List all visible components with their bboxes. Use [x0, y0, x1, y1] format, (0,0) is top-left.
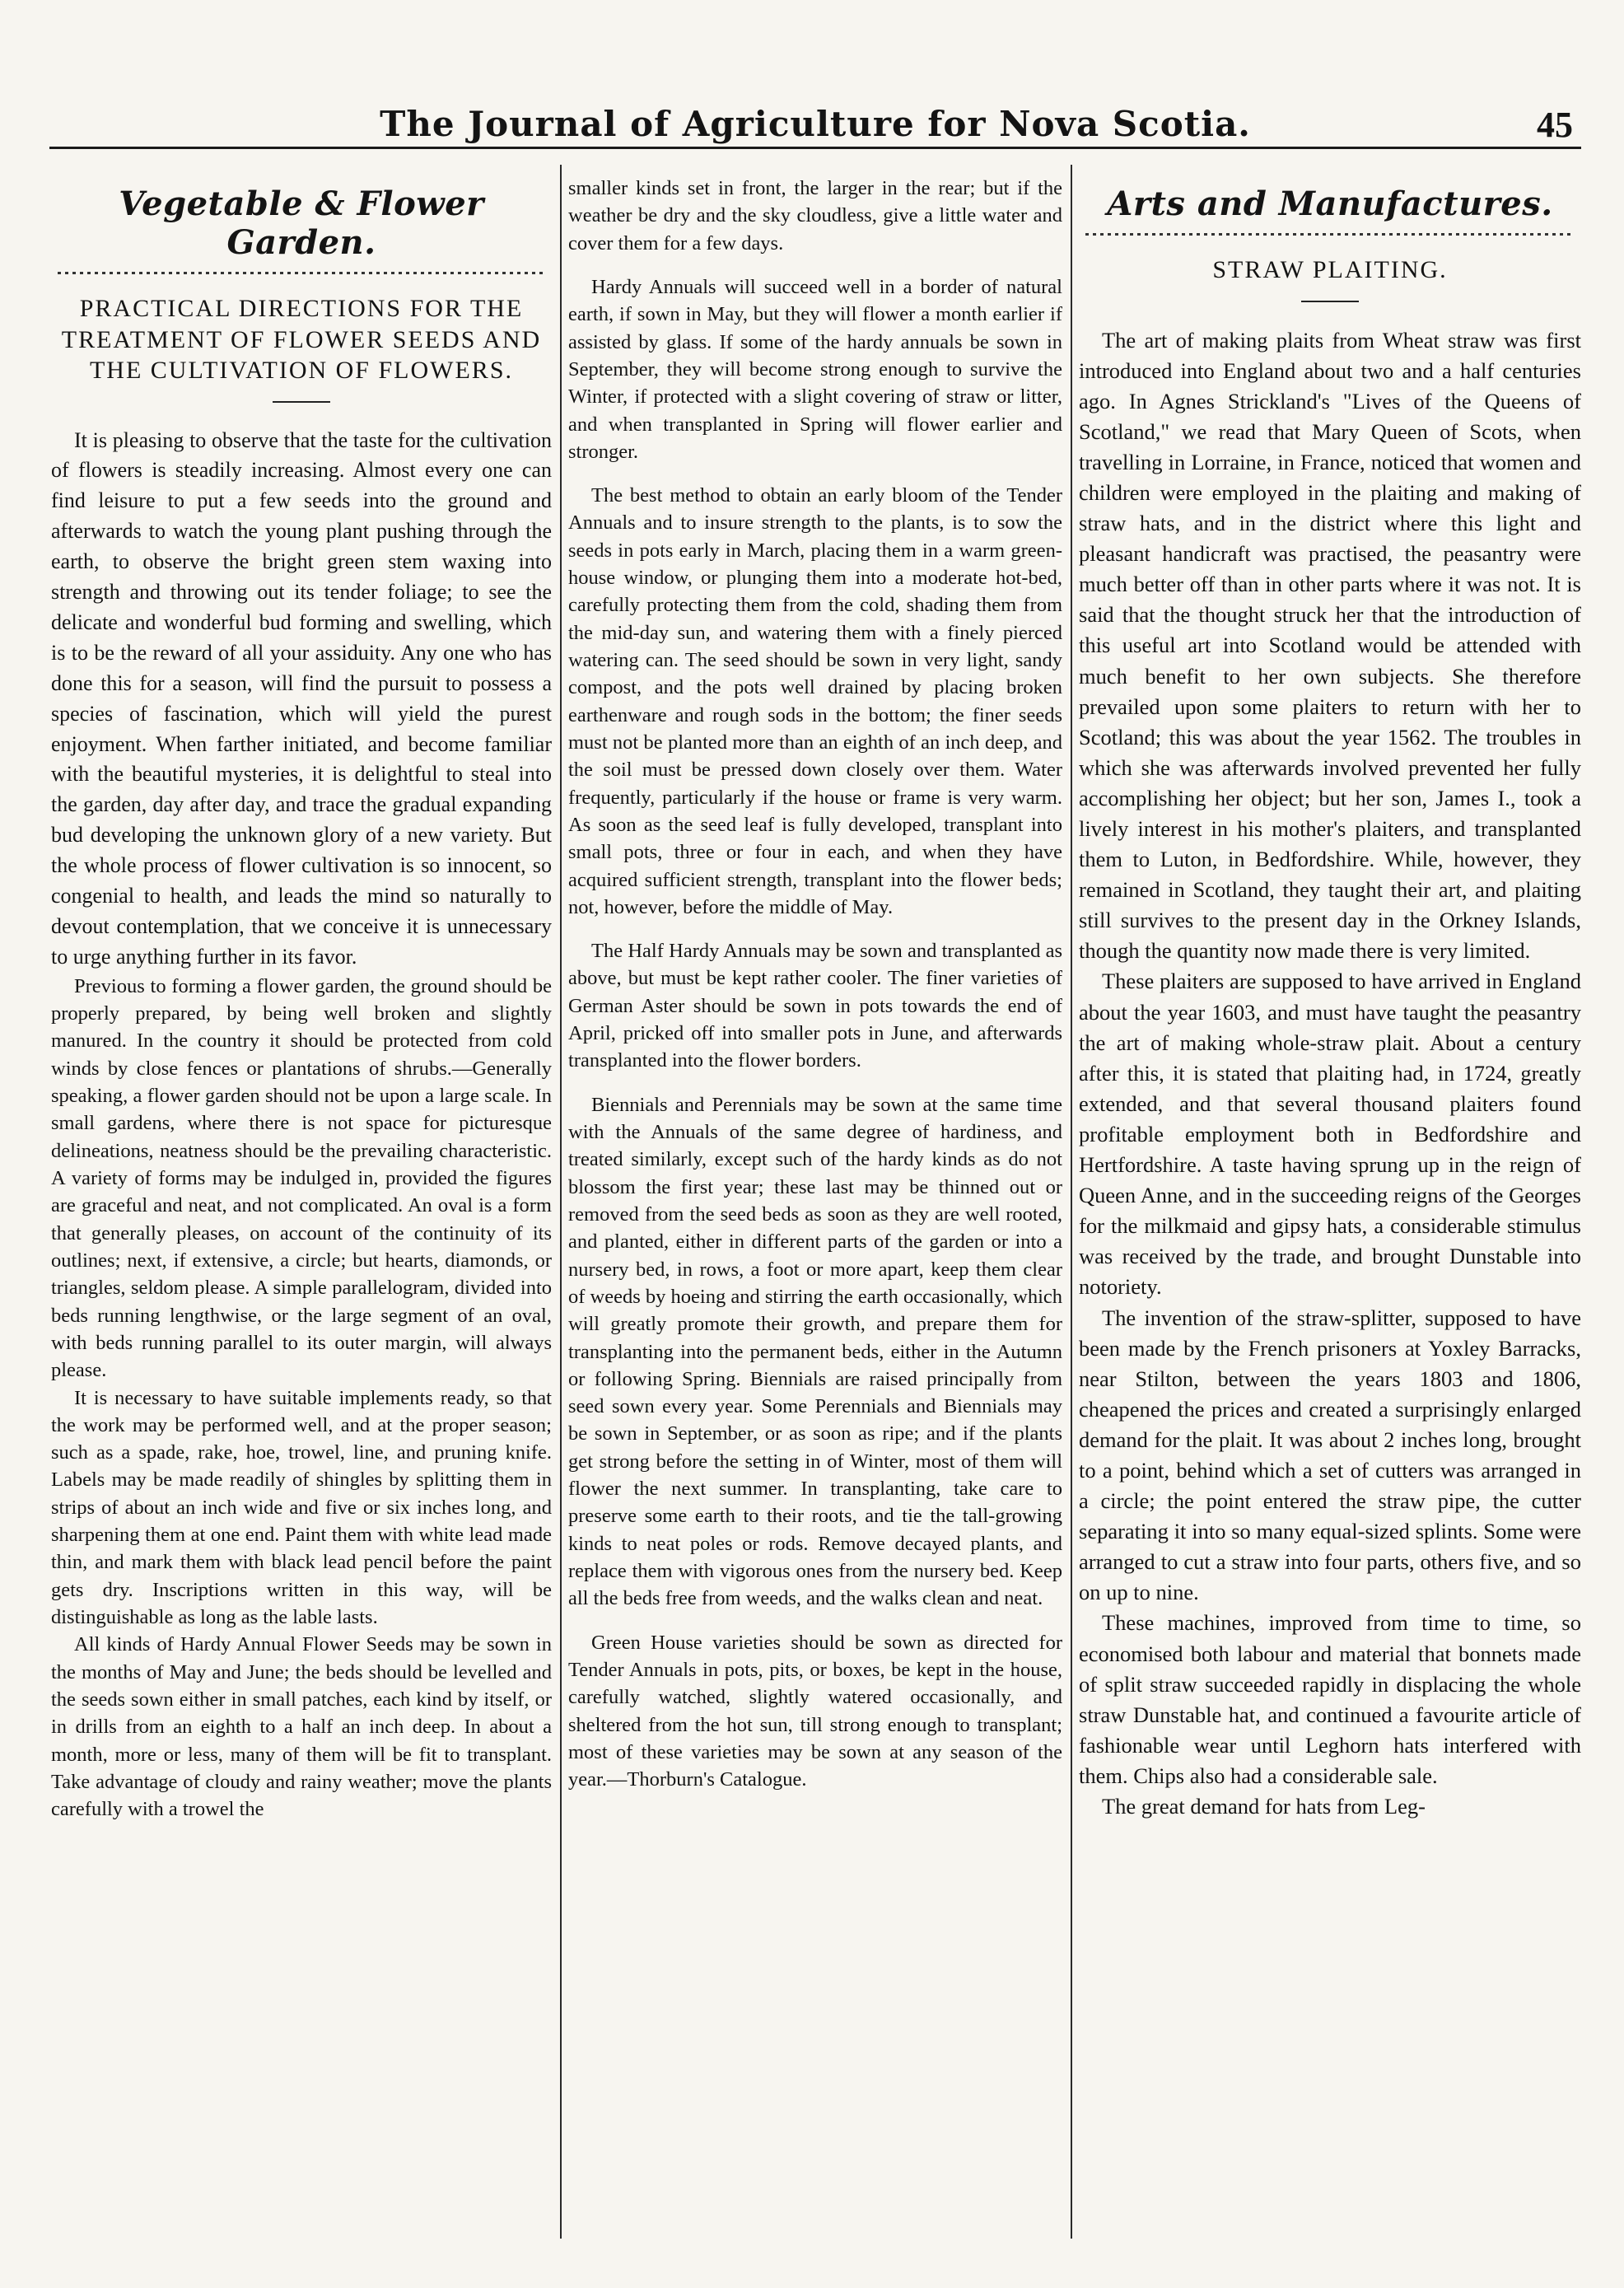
title-rule [273, 401, 330, 403]
paragraph: The art of making plaits from Wheat straw was first introduced into England about two and a half centuries ago. In Agnes Strickland's "Lives of the Queens of Scotland," we read that Mary Queen of Scots, when travelling in Lorraine, in France, noticed that women and children were employed in the plaiting and making of straw hats, and in the district where this light and pleasant handicraft was practised, the peasantry were much better off than in other parts where it was not. It is said that the thought struck her that the introduction of this useful art into Scotland would be attended with much benefit to her own subjects. She therefore prevailed upon some plaiters to return with her to Scotland; this was about the year 1562. The troubles in which she was afterwards involved prevented her fully accomplishing her object; but her son, James I., took a lively interest in his mother's plaiters, and transplanted them to Luton, in Bedfordshire. While, however, they remained in Scotland, they taught their art, and plaiting still survives to the present day in the Orkney Islands, though the quantity now made there is very limited. [1079, 327, 1581, 964]
paragraph: All kinds of Hardy Annual Flower Seeds may be sown in the months of May and June; the beds should be levelled and the seeds sown either in small patches, each kind by itself, or in drills from an eighth to a half an inch deep. In about a month, more or less, many of them will be fit to transplant. Take advantage of cloudy and rainy weather; move the plants carefully with a trowel the [51, 1633, 552, 1821]
paragraph: The great demand for hats from Leg- [1102, 1794, 1426, 1819]
paragraph: smaller kinds set in front, the larger in the rear; but if the weather be dry and the sky cloudless, give a little water and cover them for a few days. [568, 177, 1062, 254]
ornamental-rule [58, 267, 545, 278]
paragraph: The invention of the straw-splitter, supposed to have been made by the French prisoners at Yoxley Barracks, near Stilton, between the years 1803 and 1806, cheapened the prices and created a surprisingly enlarged demand for the plait. It was about 2 inches long, brought to a point, behind which a set of cutters was arranged in a circle; the point entered the straw pipe, the cutter separating it into so many equal-sized splints. Some were arranged to cut a straw into four parts, others five, and so on up to nine. [1079, 1305, 1581, 1605]
paragraph: Hardy Annuals will succeed well in a border of natural earth, if sown in May, but they will flower a month earlier if assisted by glass. If some of the hardy annuals be sown in September, they will become strong enough to survive the Winter, if protected with a slight covering of straw or litter, and when transplanted in Spring will flower earlier and stronger. [568, 275, 1062, 463]
column-divider [1071, 165, 1072, 2239]
paragraph: These machines, improved from time to time, so economised both labour and material that bonnets made of split straw succeeded rapidly in displacing the whole straw Dunstable hat, and continued a favourite article of fashionable wear until Leghorn hats interfered with them. Chips also had a considerable sale. [1079, 1610, 1581, 1788]
paragraph: Green House varieties should be sown as directed for Tender Annuals in pots, pits, or boxes, be kept in the house, carefully watched, slightly watered occasionally, and sheltered from the hot sun, till strong enough to transplant; most of these varieties may be sown at any season of the year.—Thorburn's Catalogue. [568, 1631, 1062, 1791]
paragraph: It is pleasing to observe that the taste for the cultivation of flowers is steadily increasing. Almost every one can find leisure to put a few seeds into the ground and afterwards to watch the young plant pushing through the earth, to observe the bright green stem waxing into strength and throwing out its tender foliage; to see the delicate and wonderful bud forming and swelling, which is to be the reward of all your assiduity. Any one who has done this for a season, will find the pursuit to possess a species of fascination, which will yield the purest enjoyment. When farther initiated, and become familiar with the beautiful mysteries, it is delightful to steal into the garden, day after day, and trace the gradual expanding bud developing the unknown glory of a new variety. But the whole process of flower cultivation is so innocent, so congenial to health, and leads the mind so naturally to devout contemplation, that we conceive it is unnecessary to urge anything further in its favor. [51, 427, 552, 969]
paragraph: Previous to forming a flower garden, the ground should be properly prepared, by being well broken and slightly manured. In the country it should be protected from cold winds by close fences or plantations of shrubs.—Generally speaking, a flower garden should not be upon a large scale. In small gardens, where there is not space for picturesque delineations, neatness should be the prevailing characteristic. A variety of forms may be indulged in, provided the figures are graceful and neat, and not complicated. An oval is a form that generally pleases, on account of the continuity of its outlines; next, if extensive, a circle; but hearts, diamonds, or triangles, seldom please. A simple parallelogram, divided into beds running lengthwise, or the large segment of an oval, with beds running parallel to its outer margin, will always please. [51, 974, 552, 1382]
paragraph: The best method to obtain an early bloom of the Tender Annuals and to insure strength to the plants, is to sow the seeds in pots early in March, placing them in a warm green-house window, or plunging them into a moderate hot-bed, carefully protecting them from the cold, shading them from the mid-day sun, and watering them with a finely pierced watering can. The seed should be sown in very light, sandy compost, and the pots well drained by placing broken earthenware and rough sods in the bottom; the finer seeds must not be planted more than an eighth of an inch deep, and the soil must be pressed down closely over them. Water frequently, particularly if the house or frame is very warm. As soon as the seed leaf is fully developed, transplant into small pots, three or four in each, and when they have acquired sufficient strength, transplant into the flower beds; not, however, before the middle of May. [568, 484, 1062, 918]
journal-title: The Journal of Agriculture for Nova Scotia. [380, 104, 1251, 144]
column-divider [560, 165, 562, 2239]
page-number: 45 [1537, 105, 1573, 145]
title-rule [1301, 301, 1359, 302]
column-3 [1079, 175, 1581, 2239]
article-title: STRAW PLAITING. [1212, 256, 1448, 283]
ornamental-rule [1085, 228, 1575, 240]
column-2 [568, 175, 1062, 2239]
paragraph: It is necessary to have suitable implements ready, so that the work may be performed well, and at the proper season; such as a spade, rake, hoe, trowel, line, and pruning knife. Labels may be made readily of shingles by splitting them in strips of about an inch wide and five or six inches long, and sharpening them at one end. Paint them with white lead made thin, and mark them with black lead pencil before the paint gets dry. Inscriptions written in this way, will be distinguishable as long as the lable lasts. [51, 1386, 552, 1628]
section-heading: Vegetable & Flower Garden. [119, 184, 484, 262]
page-header [49, 89, 1581, 149]
article-title: PRACTICAL DIRECTIONS FOR THE TREATMENT OF FLOWER SEEDS AND THE CULTIVATION OF FLOWERS. [61, 295, 542, 384]
paragraph: These plaiters are supposed to have arrived in England about the year 1603, and must have taught the peasantry the art of making whole-straw plait. About a century after this, it is stated that plaiting had, in 1724, greatly extended, and that several thousand plaiters found profitable employment both in Bedfordshire and Hertfordshire. A taste having sprung up in the reign of Queen Anne, and in the succeeding reigns of the Georges for the milkmaid and gipsy hats, a considerable stimulus was received by the trade, and brought Dunstable into notoriety. [1079, 969, 1581, 1300]
column-1 [51, 175, 552, 2239]
paragraph: The Half Hardy Annuals may be sown and transplanted as above, but must be kept rather cooler. The finer varieties of German Aster should be sown in pots towards the end of April, pricked off into smaller pots in June, and afterwards transplanted into the flower borders. [568, 940, 1062, 1072]
paragraph: Biennials and Perennials may be sown at the same time with the Annuals of the same degree of hardiness, and treated similarly, except such of the hardy kinds as do not blossom the first year; these last may be thinned out or removed from the seed beds as soon as they are well rooted, and planted, either in different parts of the garden or into a nursery bed, in rows, a foot or more apart, keep them clear of weeds by hoeing and stirring the earth occasionally, which will greatly promote their growth, and prepare them for transplanting into the permanent beds, either in the Autumn or following Spring. Biennials are raised principally from seed sown every year. Some Perennials and Biennials may be sown in September, or as soon as ripe; and if the plants get strong before the setting in of Winter, most of them will flower the next summer. In transplanting, take care to preserve some earth to their roots, and tie the tall-growing kinds to neat poles or rods. Remove decayed plants, and replace them with vigorous ones from the nursery bed. Keep all the beds free from weeds, and the walks clean and neat. [568, 1093, 1062, 1610]
section-heading: Arts and Manufactures. [1107, 184, 1553, 223]
